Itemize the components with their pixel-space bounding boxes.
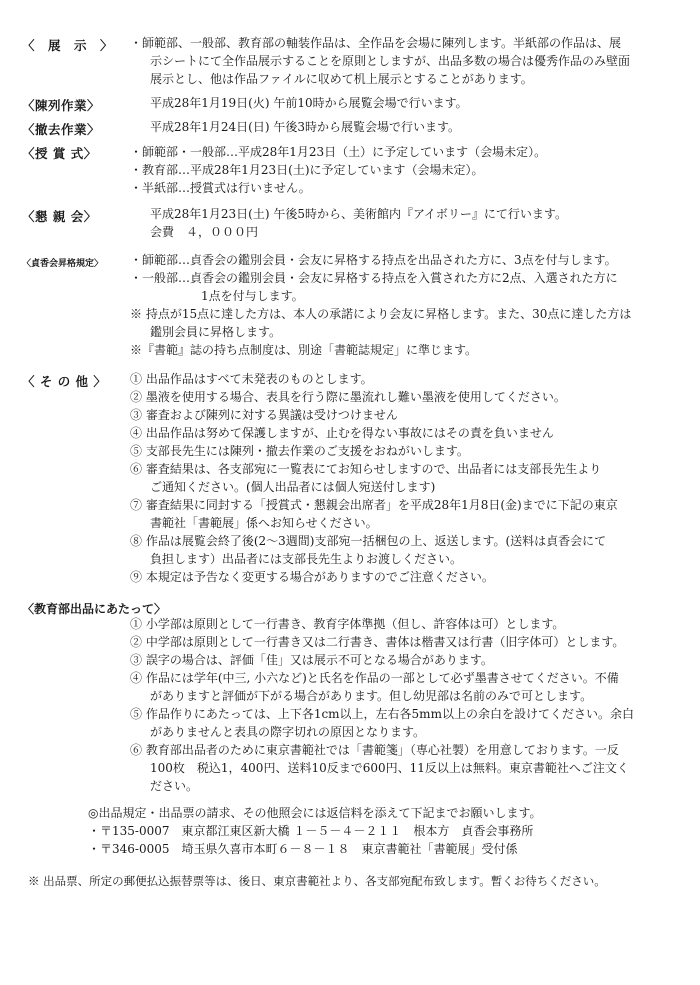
contact-intro: ◎出品規定・出品票の請求、その他照会には返信料を添えて下記までお願いします。 — [88, 806, 542, 820]
promotion-line-2: ・一般部…貞香会の鑑別会員・会友に昇格する持点を入賞された方に2点、入選された方に — [130, 271, 618, 285]
other-item-8: ⑧ 作品は展覧会終了後(2～3週間)支部宛一括梱包の上、返送します。(送料は貞香会にて — [130, 534, 607, 548]
education-item-4-cont: がありますと評価が下がる場合があります。但し幼児部は名前のみで可とします。 — [150, 689, 593, 703]
exhibit-line-2: 示シートにて全作品展示することを原則としますが、出品多数の場合は優秀作品のみ壁面 — [150, 54, 631, 68]
other-item-2: ② 墨液を使用する場合、表具を行う際に墨流れし難い墨液を使用してください。 — [130, 390, 566, 404]
setup-text: 平成28年1月19日(火) 午前10時から展覧会場で行います。 — [150, 96, 468, 110]
exhibit-line-1: ・師範部、一般部、教育部の軸装作品は、全作品を会場に陳列します。半紙部の作品は、展 — [130, 36, 622, 50]
other-item-7: ⑦ 審査結果に同封する「授賞式・懇親会出席者」を平成28年1月8日(金)までに下記の東京 — [130, 498, 618, 512]
promotion-note-1-cont: 鑑別会員に昇格します。 — [150, 325, 282, 339]
education-item-6-cont-2: ださい。 — [150, 779, 199, 793]
education-item-4: ④ 作品には学年(中三, 小六など)と氏名を作品の一部として必ず墨書させてください。不備 — [130, 671, 619, 685]
section-label-education: 〈教育部出品にあたって〉 — [22, 602, 167, 616]
section-label-setup: 〈陳列作業〉 — [22, 98, 101, 113]
other-item-7-cont: 書範社「書範展」係へお知らせください。 — [150, 516, 378, 530]
section-label-other: 〈 そ の 他 〉 — [22, 374, 107, 389]
teardown-text: 平成28年1月24日(日) 午後3時から展覧会場で行います。 — [150, 120, 461, 134]
party-fee: 会費 ４，０００円 — [150, 225, 259, 239]
other-item-4: ④ 出品作品は努めて保護しますが、止むを得ない事故にはその責を負いません — [130, 426, 554, 440]
award-line-3: ・半紙部…授賞式は行いません。 — [130, 181, 311, 195]
exhibit-line-3: 展示とし、他は作品ファイルに収めて机上展示とすることがあります。 — [150, 72, 533, 86]
other-item-6-cont: ご通知ください。(個人出品者には個人宛送付します) — [150, 480, 436, 494]
section-label-exhibit: 〈 展 示 〉 — [22, 38, 114, 53]
award-line-2: ・教育部…平成28年1月23日(土)に予定しています（会場未定）。 — [130, 163, 484, 177]
promotion-line-1: ・師範部…貞香会の鑑別会員・会友に昇格する持点を出品された方に、3点を付与します。 — [130, 253, 617, 267]
promotion-note-2: ※『書範』誌の持ち点制度は、別途「書範誌規定」に準じます。 — [130, 343, 478, 357]
section-label-promotion: 〈貞香会昇格規定〉 — [22, 259, 104, 269]
promotion-note-1: ※ 持点が15点に達した方は、本人の承諾により会友に昇格します。また、30点に達した方は — [130, 307, 632, 321]
other-item-5: ⑤ 支部長先生には陳列・撤去作業のご支援をおねがいします。 — [130, 444, 469, 458]
party-line-1: 平成28年1月23日(土) 午後5時から、美術館内『アイボリー』にて行います。 — [150, 207, 567, 221]
education-item-6-cont-1: 100枚 税込1，400円、送料10反まで600円、11反以上は無料。東京書範社へご注文く — [150, 761, 629, 775]
other-item-6: ⑥ 審査結果は、各支部宛に一覧表にてお知らせしますので、出品者には支部長先生より — [130, 462, 602, 476]
footnote: ※ 出品票、所定の郵便払込振替票等は、後日、東京書範社より、各支部宛配布致します。暫くお待ちください。 — [28, 874, 606, 888]
contact-address-2: ・〒346-0005 埼玉県久喜市本町６－８－１８ 東京書範社「書範展」受付係 — [88, 842, 518, 856]
education-item-2: ② 中学部は原則として一行書き又は二行書き、書体は楷書又は行書（旧字体可）とします。 — [130, 635, 625, 649]
award-line-1: ・師範部・一般部…平成28年1月23日（土）に予定しています（会場未定）。 — [130, 145, 547, 159]
education-item-5-cont: がありませんと表具の際字切れの原因となります。 — [150, 725, 426, 739]
contact-address-1: ・〒135-0007 東京都江東区新大橋 １－５－４－２１１ 根本方 貞香会事務所 — [88, 824, 534, 838]
section-label-teardown: 〈撤去作業〉 — [22, 122, 101, 137]
other-item-3: ③ 審査および陳列に対する異議は受けつけません — [130, 408, 398, 422]
other-item-8-cont: 負担します）出品者には支部長先生よりお渡しください。 — [150, 552, 463, 566]
education-item-1: ① 小学部は原則として一行書き、教育字体準拠（但し、許容体は可）とします。 — [130, 617, 565, 631]
section-label-award: 〈授 賞 式〉 — [22, 146, 97, 161]
other-item-1: ① 出品作品はすべて未発表のものとします。 — [130, 372, 373, 386]
promotion-line-3: 1点を付与します。 — [201, 289, 304, 303]
education-item-5: ⑤ 作品作りにあたっては、上下各1cm以上，左右各5mm以上の余白を設けてください。余白 — [130, 707, 634, 721]
other-item-9: ⑨ 本規定は予告なく変更する場合がありますのでご注意ください。 — [130, 570, 494, 584]
education-item-6: ⑥ 教育部出品者のために東京書範社では「書範箋」（専心社製）を用意しております。一反 — [130, 743, 619, 757]
section-label-party: 〈懇 親 会〉 — [22, 209, 97, 224]
education-item-3: ③ 誤字の場合は、評価「佳」又は展示不可となる場合があります。 — [130, 653, 493, 667]
